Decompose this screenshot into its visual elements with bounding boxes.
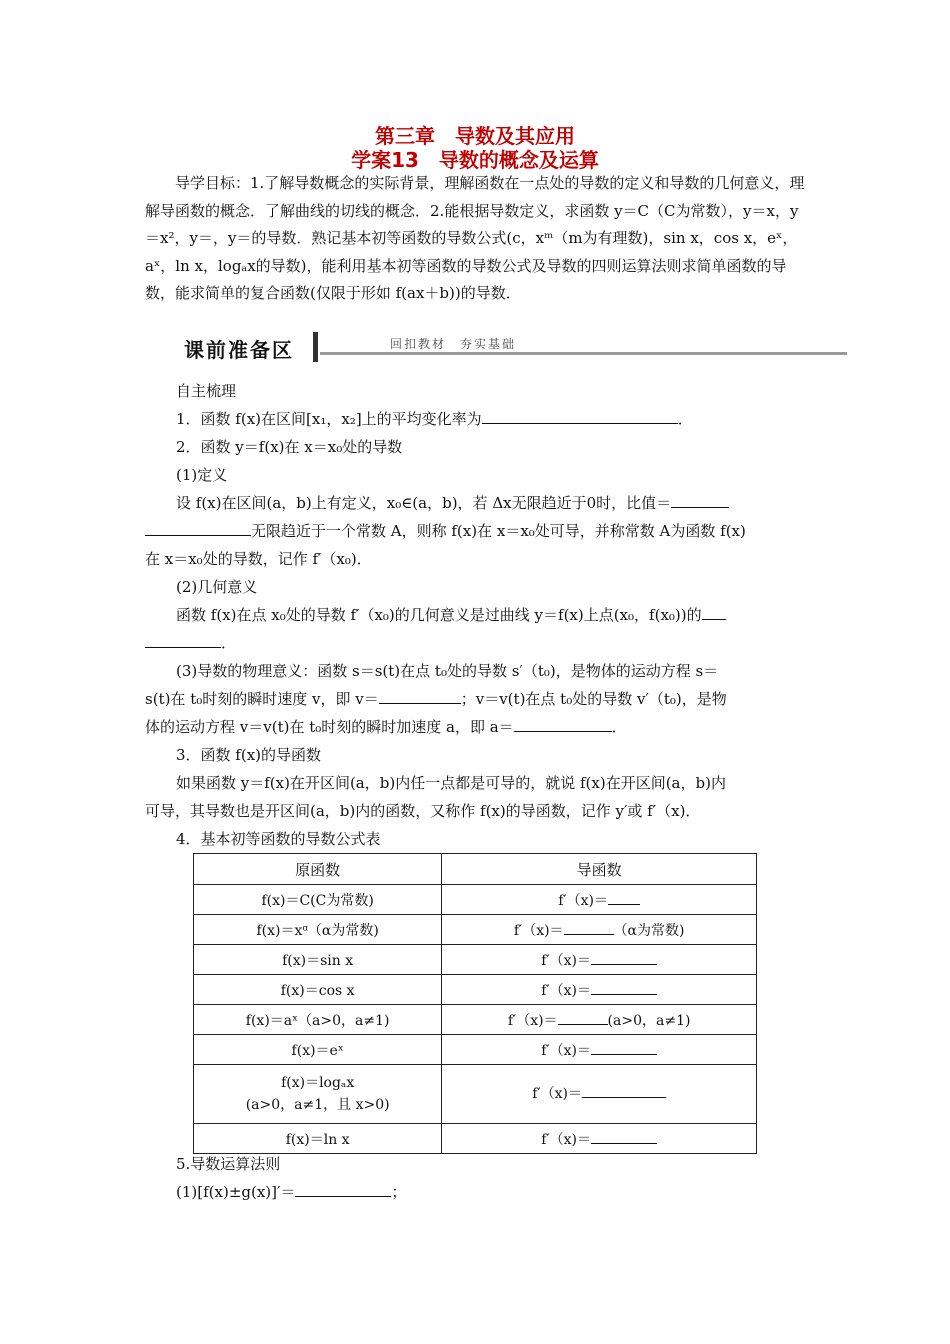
item-3-line-1: 如果函数 y＝f(x)在开区间(a，b)内任一点都是可导的，就说 f(x)在开区间(a，b)内 <box>176 774 726 792</box>
banner-rule <box>320 352 847 355</box>
blank-answer[interactable] <box>564 920 614 935</box>
banner-subtitle: 回扣教材 夯实基础 <box>390 337 517 351</box>
blank-sum-rule[interactable] <box>295 1182 391 1197</box>
geometric-heading: (2)几何意义 <box>176 578 258 596</box>
chapter-title: 第三章 导数及其应用 <box>375 124 575 148</box>
geometric-line-2: ． <box>145 632 236 654</box>
table-row: f(x)＝cos x f′（x)＝ <box>194 975 757 1005</box>
blank-geometric-cont[interactable] <box>145 633 221 648</box>
blank-acceleration[interactable] <box>514 717 612 732</box>
physical-line-1: (3)导数的物理意义：函数 s＝s(t)在点 t₀处的导数 s′（t₀)，是物体的运动方程 s＝ <box>176 662 719 680</box>
item-1: 1．函数 f(x)在区间[x₁，x₂]上的平均变化率为 ． <box>176 410 693 428</box>
physical-line-3: 体的运动方程 v＝v(t)在 t₀时刻的瞬时加速度 a，即 a＝ ． <box>145 718 627 736</box>
item-5: 5.导数运算法则 <box>176 1155 281 1173</box>
item-4: 4．基本初等函数的导数公式表 <box>176 830 381 848</box>
blank-answer[interactable] <box>591 980 657 995</box>
geometric-line-1: 函数 f(x)在点 x₀处的导数 f′（x₀)的几何意义是过曲线 y＝f(x)上点(x₀，f(x₀))的 <box>176 604 726 626</box>
header-original: 原函数 <box>194 854 442 885</box>
blank-answer[interactable] <box>582 1083 666 1098</box>
derivative-table <box>193 853 757 1154</box>
learning-goals: 导学目标：1.了解导数概念的实际背景，理解函数在一点处的导数的定义和导数的几何意义，理解导函数的概念．了解曲线的切线的概念．2.能根据导数定义，求函数 y＝C（C为常数），y＝x，y＝x²，y＝，y＝的导数．熟记基本初等函数的导数公式(c，xᵐ（m为有理数)，sin x，cos x，eˣ，aˣ，ln x，logₐx的导数)，能利用基本初等函数的导数公式及导数的四则运算法则求简单函数的导数，能求简单的复合函数(仅限于形如 f(ax＋b))的导数． <box>145 174 805 303</box>
table-row: f(x)＝xᵅ（α为常数) f′（x)＝ （α为常数) <box>194 915 757 945</box>
section-banner <box>180 332 847 366</box>
rule-1: (1)[f(x)±g(x)]′＝ ； <box>176 1183 407 1201</box>
definition-line-2: 无限趋近于一个常数 A，则称 f(x)在 x＝x₀处可导，并称常数 A为函数 f(x) <box>145 520 746 542</box>
definition-heading: (1)定义 <box>176 466 228 484</box>
blank-ratio-cont[interactable] <box>145 521 251 536</box>
physical-line-2: s(t)在 t₀时刻的瞬时速度 v，即 v＝ ；v＝v(t)在点 t₀处的导数 v′（t₀)，是物 <box>145 690 727 708</box>
lesson-title: 学案13 导数的概念及运算 <box>351 148 599 172</box>
item-2: 2．函数 y＝f(x)在 x＝x₀处的导数 <box>176 438 403 456</box>
table-row: f(x)＝C(C为常数) f′（x)＝ <box>194 885 757 915</box>
table-header <box>194 854 757 885</box>
blank-answer[interactable] <box>591 1040 657 1055</box>
table-row: f(x)＝logₐx (a>0，a≠1，且 x>0) f′（x)＝ <box>194 1065 757 1124</box>
blank-answer[interactable] <box>591 950 657 965</box>
section-heading: 自主梳理 <box>176 382 237 400</box>
item-1-text: 1．函数 f(x)在区间[x₁，x₂]上的平均变化率为 <box>176 410 482 428</box>
table-row: f(x)＝sin x f′（x)＝ <box>194 945 757 975</box>
table-row: f(x)＝eˣ f′（x)＝ <box>194 1035 757 1065</box>
item-3-line-2: 可导，其导数也是开区间(a，b)内的函数，又称作 f(x)的导函数，记作 y′或 f′（x)． <box>145 802 701 820</box>
blank-geometric[interactable] <box>702 605 726 620</box>
blank-answer[interactable] <box>591 1129 657 1144</box>
blank-avg-rate[interactable] <box>482 409 678 424</box>
header-derivative: 导函数 <box>442 854 757 885</box>
definition-line-3: 在 x＝x₀处的导数，记作 f′（x₀)． <box>145 550 372 568</box>
table-row: f(x)＝aˣ（a>0，a≠1) f′（x)＝ (a>0，a≠1) <box>194 1005 757 1035</box>
blank-answer[interactable] <box>558 1010 608 1025</box>
item-3: 3．函数 f(x)的导函数 <box>176 746 322 764</box>
table-row: f(x)＝ln x f′（x)＝ <box>194 1124 757 1154</box>
blank-velocity[interactable] <box>379 689 461 704</box>
blank-answer[interactable] <box>608 890 640 905</box>
banner-title: 课前准备区 <box>184 338 294 362</box>
banner-divider <box>313 332 318 362</box>
blank-ratio[interactable] <box>671 493 729 508</box>
definition-line-1: 设 f(x)在区间(a，b)上有定义，x₀∈(a，b)，若 Δx无限趋近于0时，比值＝ <box>176 492 729 514</box>
